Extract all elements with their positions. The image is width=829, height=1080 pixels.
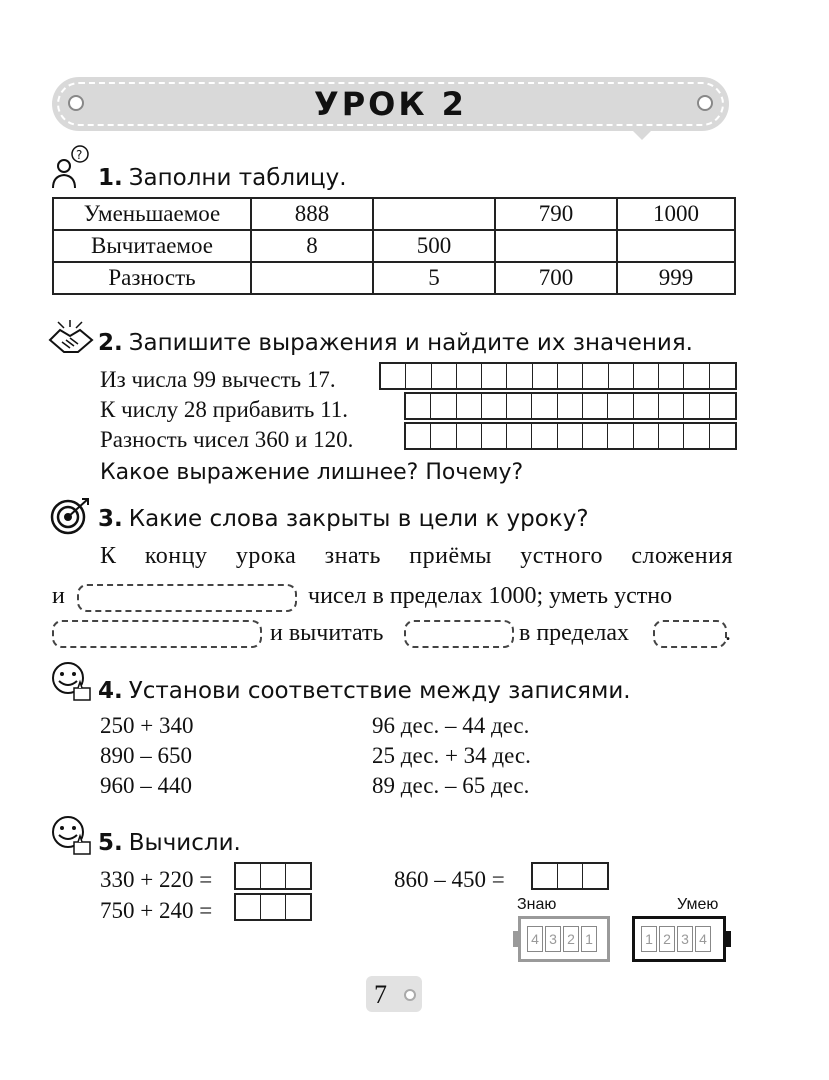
- task4-right-item: 89 дес. – 65 дес.: [372, 773, 530, 798]
- task2-question: Какое выражение лишнее? Почему?: [100, 460, 524, 485]
- lesson-title: УРОК 2: [314, 85, 467, 123]
- table-cell: 790: [495, 198, 617, 230]
- table-cell: 700: [495, 262, 617, 294]
- task3-line3-mid: и вычитать: [270, 620, 384, 646]
- task2-item: К числу 28 прибавить 11.: [100, 397, 349, 422]
- battery-cell[interactable]: 3: [545, 926, 561, 952]
- task4-left-item: 250 + 340: [100, 713, 194, 738]
- answer-grid[interactable]: [531, 862, 609, 890]
- battery-cell[interactable]: 3: [677, 926, 693, 952]
- battery-cell[interactable]: 1: [581, 926, 597, 952]
- people-thinking-icon: [50, 144, 90, 190]
- task5-expr: 330 + 220 =: [100, 867, 213, 892]
- target-icon: [50, 495, 92, 537]
- battery-cell[interactable]: 1: [641, 926, 657, 952]
- table-cell: 8: [251, 230, 373, 262]
- hidden-word-box[interactable]: [52, 620, 262, 648]
- task3-period: .: [725, 620, 731, 646]
- task3-number: 3.: [98, 506, 123, 532]
- battery-cell[interactable]: 4: [695, 926, 711, 952]
- task4-right-item: 96 дес. – 44 дес.: [372, 713, 530, 738]
- task4-number: 4.: [98, 678, 123, 704]
- answer-grid[interactable]: [404, 392, 737, 420]
- task2-number: 2.: [98, 330, 123, 356]
- task2-heading: [98, 330, 693, 356]
- table-cell[interactable]: [617, 230, 735, 262]
- task3-heading: [98, 506, 589, 532]
- table-cell: 500: [373, 230, 495, 262]
- fill-table: [52, 197, 736, 295]
- answer-grid[interactable]: [404, 422, 737, 450]
- know-battery: [518, 916, 610, 962]
- task3-line1: К концу урока знать приёмы устного сложения: [100, 543, 733, 569]
- answer-grid[interactable]: [234, 862, 312, 890]
- task3-line2-end: чисел в пределах 1000; уметь устно: [308, 583, 673, 609]
- can-battery: [632, 916, 726, 962]
- svg-text:?: ?: [76, 148, 83, 162]
- task4-title: Установи соответствие между записями.: [128, 678, 631, 704]
- task5-expr: 860 – 450 =: [394, 867, 505, 892]
- table-cell: 5: [373, 262, 495, 294]
- task2-title: Запишите выражения и найдите их значения.: [128, 330, 693, 356]
- row-label: Вычитаемое: [53, 230, 251, 262]
- task5-number: 5.: [98, 830, 123, 856]
- table-row: [53, 198, 735, 230]
- hidden-word-box[interactable]: [77, 584, 297, 612]
- handshake-icon: [48, 318, 94, 358]
- page-number-dot: [404, 989, 416, 1001]
- table-cell: 999: [617, 262, 735, 294]
- battery-cell[interactable]: 4: [527, 926, 543, 952]
- table-row: [53, 230, 735, 262]
- know-label: Знаю: [517, 896, 557, 913]
- battery-cell[interactable]: 2: [563, 926, 579, 952]
- task2-item: Разность чисел 360 и 120.: [100, 427, 354, 452]
- answer-grid[interactable]: [379, 362, 737, 390]
- task4-right-item: 25 дес. + 34 дес.: [372, 743, 531, 768]
- row-label: Уменьшаемое: [53, 198, 251, 230]
- row-label: Разность: [53, 262, 251, 294]
- task4-left-item: 890 – 650: [100, 743, 192, 768]
- task4-left-item: 960 – 440: [100, 773, 192, 798]
- table-cell: 1000: [617, 198, 735, 230]
- table-cell[interactable]: [373, 198, 495, 230]
- table-row: [53, 262, 735, 294]
- task1-heading: [98, 165, 347, 191]
- task5-title: Вычисли.: [128, 830, 241, 856]
- hidden-word-box[interactable]: [404, 620, 514, 648]
- task2-item: Из числа 99 вычесть 17.: [100, 367, 336, 392]
- answer-grid[interactable]: [234, 893, 312, 921]
- table-cell: 888: [251, 198, 373, 230]
- smiley-thumbs-up-icon: [48, 814, 94, 858]
- task1-title: Заполни таблицу.: [128, 165, 347, 191]
- table-cell[interactable]: [251, 262, 373, 294]
- task3-line2-start: и: [52, 583, 65, 609]
- task5-expr: 750 + 240 =: [100, 898, 213, 923]
- page-number: 7: [374, 980, 387, 1009]
- task3-title: Какие слова закрыты в цели к уроку?: [128, 506, 589, 532]
- hidden-word-box[interactable]: [653, 620, 727, 648]
- task4-heading: [98, 678, 631, 704]
- smiley-thumbs-up-icon: [48, 660, 94, 704]
- task3-line3-end: в пределах: [519, 620, 630, 646]
- can-label: Умею: [677, 896, 719, 913]
- battery-cell[interactable]: 2: [659, 926, 675, 952]
- task5-heading: [98, 830, 241, 856]
- task1-number: 1.: [98, 165, 123, 191]
- table-cell[interactable]: [495, 230, 617, 262]
